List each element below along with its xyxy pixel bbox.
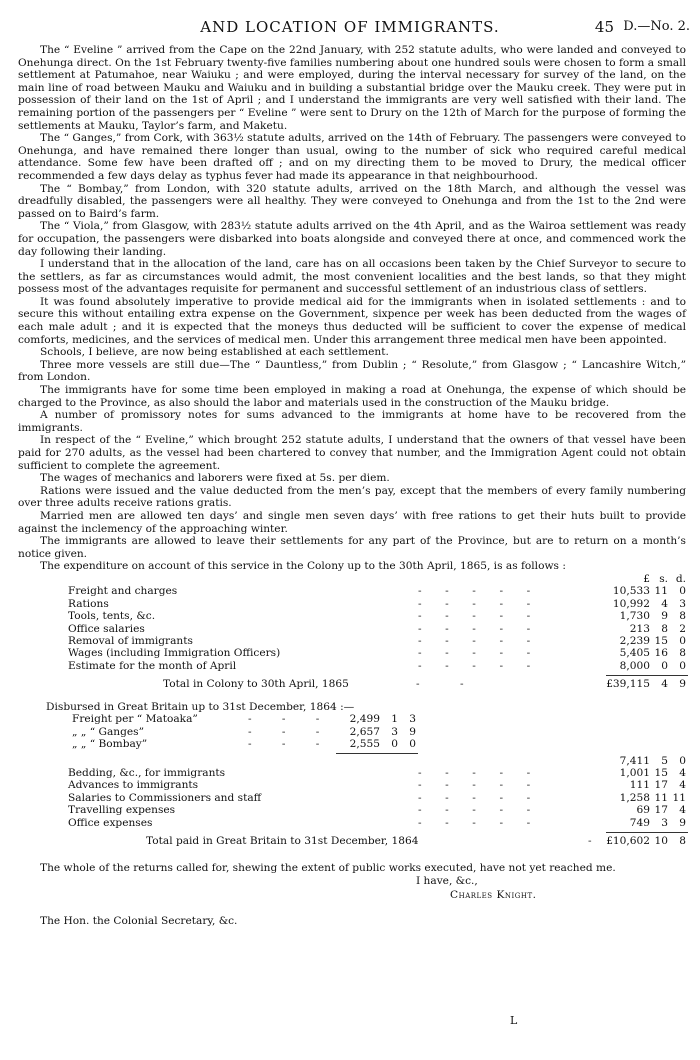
item-pence: 11: [672, 791, 686, 804]
item-pence: 0: [679, 659, 686, 672]
gb-total-shillings: 10: [654, 834, 668, 847]
dot-leaders: - - - - -: [418, 816, 531, 829]
item-label: Removal of immigrants: [68, 634, 193, 647]
page-number: 45: [594, 18, 614, 36]
paragraph-schools: Schools, I believe, are now being established at each settlement.: [40, 346, 389, 359]
document-reference: D.—No. 2.: [623, 19, 690, 34]
gb-items: [18, 767, 686, 829]
freight-item-row: [18, 726, 686, 738]
freight-items: [18, 713, 686, 750]
dot-leaders: - - - - -: [418, 659, 531, 672]
gb-item-row: [18, 767, 686, 779]
item-pounds: 749: [629, 816, 650, 829]
item-shillings: 3: [391, 725, 398, 738]
dot-leaders: - - - - -: [418, 610, 531, 623]
item-shillings: 11: [654, 585, 668, 598]
dot-leaders: - - -: [248, 738, 320, 751]
gb-item-row: [18, 804, 686, 816]
gb-item-row: [18, 779, 686, 791]
dot-leaders: - - - - -: [418, 622, 531, 635]
freight-rule: [336, 753, 418, 754]
item-pence: 8: [679, 647, 686, 660]
paragraph-medical-aid: It was found absolutely imperative to provide medical aid for the immigrants when in isolated settlements : and to secure this without entailing extra expense on the Government, sixpence per week has been deducted from the wages of each male adult ; and it is expected that the moneys thus deducted will be sufficient to cover the expense of medical comforts, medicines, and the services of medical men. Under this arrangement three medical men have been appointed.: [18, 295, 686, 346]
item-shillings: 11: [654, 791, 668, 804]
paragraph-wages: The wages of mechanics and laborers were fixed at 5s. per diem.: [40, 472, 390, 485]
item-pence: 8: [679, 610, 686, 623]
paragraph-eveline-owners: In respect of the “ Eveline,” which brought 252 statute adults, I understand that the owners of that vessel have been paid for 270 adults, as the vessel had been chartered to convey that number, and the Immigration Agent could not obtain sufficient to complete the agreement.: [18, 434, 686, 472]
colony-total-pounds: £39,115: [606, 678, 650, 691]
paragraph-allocation: I understand that in the allocation of the land, care has on all occasions been taken by the Chief Surveyor to secure to the settlers, as far as circumstances would admit, the most convenient localities and the best lands, so that they might possess most of the advantages requisite for permanent and successful settlement of an industrious class of settlers.: [18, 258, 686, 296]
item-pounds: 2,555: [349, 738, 380, 751]
item-label: Travelling expenses: [68, 804, 176, 817]
gb-item-row: [18, 817, 686, 829]
signature: Charles Knight.: [450, 888, 537, 901]
item-shillings: 0: [661, 659, 668, 672]
item-pence: 0: [679, 634, 686, 647]
dot-leaders: - - - - -: [418, 791, 531, 804]
item-label: Estimate for the month of April: [68, 659, 237, 672]
colony-item-row: [18, 635, 686, 647]
valediction: I have, &c.,: [416, 874, 478, 887]
running-title: AND LOCATION OF IMMIGRANTS.: [200, 18, 500, 36]
item-pence: 9: [409, 725, 416, 738]
closing-paragraph: The whole of the returns called for, shewing the extent of public works executed, have not yet reached me.: [40, 861, 616, 874]
item-label: Rations: [68, 597, 109, 610]
freight-subtotal-row: [18, 755, 686, 767]
item-shillings: 15: [654, 767, 668, 780]
paragraph-rations: Rations were issued and the value deducted from the men’s pay, except that the members of every family numbering over three adults receive rations gratis.: [18, 484, 686, 510]
freight-subtotal-pence: 0: [679, 754, 686, 767]
paragraph-bombay: The “ Bombay,” from London, with 320 statute adults, arrived on the 18th March, and although the vessel was dreadfully disabled, the passengers were all healthy. They were conveyed to Onehunga and from the 1st to the 2nd were passed on to Baird’s farm.: [18, 182, 686, 220]
dot-leaders: - -: [416, 678, 464, 691]
item-pounds: 111: [629, 779, 650, 792]
currency-header-row: [18, 573, 686, 585]
pence-header: d.: [675, 572, 686, 585]
item-pence: 0: [409, 738, 416, 751]
page-header: [0, 18, 700, 40]
gb-total-row: [18, 835, 686, 850]
item-shillings: 0: [391, 738, 398, 751]
item-shillings: 8: [661, 622, 668, 635]
item-shillings: 3: [661, 816, 668, 829]
paragraph-road: The immigrants have for some time been employed in making a road at Onehunga, the expense of which should be charged to the Province, as also should the labor and materials used in the construction of the Mauku bridge.: [18, 384, 686, 409]
expenditure-table: [18, 573, 686, 850]
paragraph-viola: The “ Viola,” from Glasgow, with 283½ statute adults arrived on the 4th April, and as the Wairoa settlement was ready for occupation, the passengers were disbarked into boats alongside and conveyed there at once, and commenced work the day following their landing.: [18, 220, 686, 258]
item-pounds: 5,405: [619, 647, 650, 660]
colony-item-row: [18, 623, 686, 635]
paragraph-expenditure: The expenditure on account of this service in the Colony up to the 30th April, 1865, is as follows :: [40, 560, 566, 573]
signature-block: [18, 875, 686, 937]
item-label: Wages (including Immigration Officers): [68, 647, 281, 660]
paragraph-vessels-due: Three more vessels are still due—The “ Dauntless,” from Dublin ; “ Resolute,” from Glasgow ; “ Lancashire Witch,” from London.: [18, 358, 686, 384]
colony-total-row: [18, 678, 686, 693]
dot-leaders: - - -: [248, 725, 320, 738]
item-pence: 4: [679, 767, 686, 780]
dot-leaders: - - - - -: [418, 585, 531, 598]
document-body: [18, 44, 686, 937]
item-label: „ „ “ Ganges”: [72, 725, 144, 738]
dot-leaders: - - - - -: [418, 597, 531, 610]
item-label: Freight and charges: [68, 585, 178, 598]
colony-total-label: Total in Colony to 30th April, 1865: [163, 678, 349, 691]
gb-total-label: Total paid in Great Britain to 31st December, 1864: [146, 834, 419, 847]
item-pence: 0: [679, 585, 686, 598]
gb-total-pounds: £10,602: [606, 834, 650, 847]
dot-leaders: - - -: [248, 713, 320, 726]
total-rule: [606, 675, 688, 676]
dot-leaders: - - - - -: [418, 804, 531, 817]
colony-item-row: [18, 610, 686, 622]
item-label: Advances to immigrants: [68, 779, 199, 792]
paragraph-eveline: The “ Eveline ” arrived from the Cape on the 22nd January, with 252 statute adults, who were landed and conveyed to Onehunga direct. On the 1st February twenty-five families numbering about one hundred souls were chosen to form a small settlement at Patumahoe, near Waiuku ; and were employed, during the interval necessary for survey of the land, on the main line of road between Mauku and Waiuku and in building a substantial bridge over the Mauku creek. They were put in possession of their land on the 1st of April ; and I understand the immigrants are very well satisfied with their land. The remaining portion of the passengers per “ Eveline ” were sent to Drury on the 12th of March for the purpose of forming the settlements at Mauku, Taylor’s farm, and Maketu.: [18, 44, 687, 132]
freight-subtotal-shillings: 5: [661, 754, 668, 767]
dot-leaders: - - - - -: [418, 647, 531, 660]
colony-item-row: [18, 660, 686, 672]
signature-mark: L: [510, 1014, 518, 1027]
item-pounds: 213: [629, 622, 650, 635]
paragraph-leave: The immigrants are allowed to leave their settlements for any part of the Province, but are to return on a month’s notice given.: [18, 535, 686, 560]
item-pounds: 10,992: [612, 597, 650, 610]
item-label: Freight per “ Matoaka”: [72, 713, 198, 726]
freight-item-row: [18, 738, 686, 750]
item-shillings: 16: [654, 647, 668, 660]
item-pounds: 2,657: [349, 725, 380, 738]
dot-leaders: - - - - -: [418, 767, 531, 780]
item-label: Office expenses: [68, 816, 153, 829]
gb-total-pence: 8: [679, 834, 686, 847]
freight-subtotal-pounds: 7,411: [619, 754, 650, 767]
item-label: Bedding, &c., for immigrants: [68, 767, 226, 780]
dot-leaders: - - - - -: [418, 779, 531, 792]
item-pence: 3: [679, 597, 686, 610]
freight-item-row: [18, 713, 686, 725]
item-shillings: 17: [654, 804, 668, 817]
gb-heading: Disbursed in Great Britain up to 31st December, 1864 :—: [46, 701, 355, 714]
item-shillings: 17: [654, 779, 668, 792]
item-label: Office salaries: [68, 622, 145, 635]
item-pounds: 69: [636, 804, 650, 817]
colony-total-shillings: 4: [661, 678, 668, 691]
colony-total-pence: 9: [679, 678, 686, 691]
shillings-header: s.: [659, 572, 668, 585]
pounds-header: £: [643, 572, 650, 585]
item-label: Salaries to Commissioners and staff: [68, 791, 262, 804]
item-pence: 9: [679, 816, 686, 829]
gb-total-rule: [606, 832, 688, 833]
paragraph-promissory: A number of promissory notes for sums advanced to the immigrants at home have to be recovered from the immigrants.: [18, 409, 686, 434]
item-pounds: 1,258: [619, 791, 650, 804]
item-shillings: 4: [661, 597, 668, 610]
item-pence: 4: [679, 779, 686, 792]
item-pounds: 2,499: [349, 713, 380, 726]
colony-item-row: [18, 647, 686, 659]
gb-heading-row: [18, 701, 686, 713]
paragraph-ganges: The “ Ganges,” from Cork, with 363½ statute adults, arrived on the 14th of February. The passengers were conveyed to Onehunga, and have remained there longer than usual, owing to the number of sick who required careful medical attendance. Some few have been drafted off ; and on my directing them to be moved to Drury, the medical officer recommended a few days delay as typhus fever had made its appearance in that neighbourhood.: [18, 132, 686, 182]
colony-items: [18, 585, 686, 672]
item-pounds: 8,000: [619, 659, 650, 672]
item-shillings: 9: [661, 610, 668, 623]
gb-item-row: [18, 792, 686, 804]
item-pounds: 2,239: [619, 634, 650, 647]
item-label: „ „ “ Bombay”: [72, 738, 148, 751]
item-pounds: 10,533: [612, 585, 650, 598]
item-pounds: 1,001: [619, 767, 650, 780]
item-shillings: 1: [391, 713, 398, 726]
item-pence: 2: [679, 622, 686, 635]
colony-item-row: [18, 585, 686, 597]
dot-leaders: - - - - -: [418, 634, 531, 647]
item-pence: 4: [679, 804, 686, 817]
paragraph-married-men: Married men are allowed ten days’ and single men seven days’ with free rations to get their huts built to provide against the inclemency of the approaching winter.: [18, 509, 686, 535]
dot-leader: -: [588, 834, 592, 847]
item-pence: 3: [409, 713, 416, 726]
item-pounds: 1,730: [619, 610, 650, 623]
item-shillings: 15: [654, 634, 668, 647]
item-label: Tools, tents, &c.: [68, 610, 156, 623]
colony-item-row: [18, 598, 686, 610]
addressee: The Hon. the Colonial Secretary, &c.: [40, 914, 238, 927]
